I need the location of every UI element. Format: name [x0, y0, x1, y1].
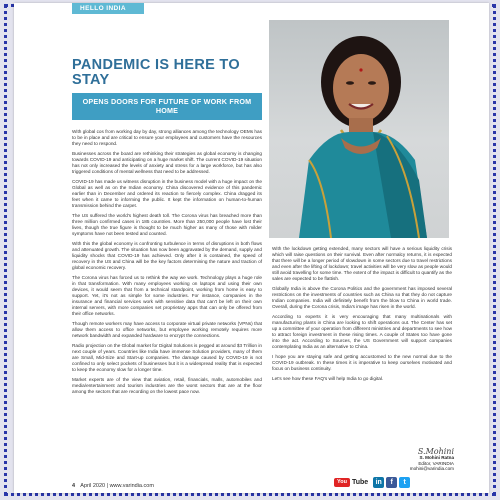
- handwritten-signature: S.Mohini: [417, 447, 454, 456]
- portrait-illustration: [269, 20, 449, 238]
- paragraph: Radio projection on the Global market for Digital Solutions is pegged at around $3 Trillion in next couple of years. Countries like India have immense Solution providers, many of them are Small, Mid-Size and Start-up companies. The damage caused by COVID-19 is not confined to only select pockets of businesses but it is a widespread reality that is expected to keep the economy slow for a longer time.: [72, 343, 262, 372]
- paragraph: I hope you are staying safe and getting accustomed to the new normal due to the COVID-19 outbreak. In these times it is imperative to keep ourselves motivated and focus on business continuity.: [272, 354, 452, 371]
- article-left-column: [72, 129, 262, 399]
- editor-signature-block: [384, 449, 454, 472]
- paragraph: Let's see how these FAQ's will help India to go digital.: [272, 376, 384, 381]
- editor-title: Editor, VARINDIA: [418, 460, 454, 466]
- paragraph: With the lockdown getting extended, many sectors will have a serious liquidity crisis which will raise questions on their survival. Even after normalcy returns, it is expected that there will be a longer period of slowdown in some sectors due to travel restrictions and even after the lifting of lockdown; travel activities will be very slow as people would still avoid travelling for some time. The extent of the impact is difficult to quantify as the sales are expected to be flattish.: [272, 246, 452, 281]
- editor-name: S. Mohini Ratna: [419, 454, 454, 460]
- footer-separator: |: [106, 483, 110, 489]
- facebook-icon[interactable]: f: [386, 477, 397, 488]
- paragraph: COVID-19 has made us witness disruption in the business model with a huge impact on the Global as well as on the Indian economy. China discovered evidence of this pandemic earlier than in December and ordered its reaction to fiercely complex. China dragged its feet when it came to informing the public. It kept the information on human-to-human transmission behind the carpet.: [72, 179, 262, 208]
- twitter-icon[interactable]: t: [399, 477, 410, 488]
- magazine-page: [14, 3, 489, 493]
- article-right-column: [272, 246, 452, 386]
- paragraph: According to experts it is very encouraging that many multinationals with manufacturing plants in China are looking to shift operations out. The Center has set up a committee of your operation from different ministries and departments to see how to attract foreign investment in these rising times. A couple of States too have gone into the act. According to Sources, the US Government will support companies contemplating India as an alternative to China.: [272, 314, 452, 349]
- youtube-wordmark[interactable]: Tube: [351, 478, 369, 486]
- social-icons: [334, 476, 410, 488]
- paragraph: With this the global economy is confronting turbulence in terms of disruptions in both flows and attenuated growth. The situation has now been aggravated by the demand, supply and liquidity shocks that COVID-19 has achieved. Only after it is contained, the speed of recovery in the US and China will be the key factors determining the nature and traction of global economic recovery.: [72, 241, 262, 270]
- article-headline: PANDEMIC IS HERE TO STAY: [72, 57, 240, 88]
- paragraph: Market experts are of the view that aviation, retail, financials, malls, automobiles and media/entertainment and tourism industries are the worst sectors that are at the floor among the sectors that are recording on the lowest pace now.: [72, 377, 262, 394]
- editor-portrait-photo: [269, 20, 449, 238]
- linkedin-icon[interactable]: in: [373, 477, 384, 488]
- editor-email: mohini@varindia.com: [409, 466, 454, 472]
- paragraph: Though remote workers may have access to corporate virtual private networks (VPNs) that allow them access to office networks, but employee working remotely requires more network bandwidth and expanded hardware to encrypt the connections.: [72, 321, 262, 338]
- paragraph: The US suffered the world's highest death toll. The Corona virus has breached more than three million confirmed cases in 185 countries. More than 250,000 people have lost their lives, though the true figure is thought to be much higher as many of those with milder symptoms have not been tested and counted.: [72, 213, 262, 236]
- youtube-icon[interactable]: You: [334, 478, 350, 487]
- paragraph: With global cos from working day by day, strong alliances among the technology OEMs has to be in place and are critical to ensure your employees and customers have the resources they need to respond.: [72, 129, 262, 146]
- paragraph: Globally India is above the Corona Politics and the government has imposed several restrictions on the investments of countries such as China so that they do not capture Indian companies. India will definitely benefit from the blow to China in world trade. Overall, during the Corona crisis, India's image has risen in the world.: [272, 286, 452, 309]
- section-tag: HELLO INDIA: [72, 3, 144, 14]
- website-link[interactable]: www.varindia.com: [109, 483, 154, 489]
- paragraph: Businesses across the board are rethinking their strategies as global economy is changing towards COVID-19 and anticipating on a huge market shift. The current COVID-19 situation has not only increased the levels of anxiety and stress for a large workforce, but has also triggered conditions of mental wellness that need to be addressed.: [72, 151, 262, 174]
- page-number: 4: [72, 483, 76, 489]
- issue-date: April 2020: [80, 483, 106, 489]
- article-subheading: OPENS DOORS FOR FUTURE OF WORK FROM HOME: [72, 93, 262, 120]
- paragraph: The Corona virus has forced us to rethink the way we work. Technology plays a huge role in that transformation. With many employees working on laptops and using their own devices, it would seem that from a technical standpoint, working from home is easy to support. Yet, it's not as simple for some industries. For instance, companies in the insurance and financial services work with sensitive data that can't be left on their own internal servers, with more companies set proprietary apps that can only be offered from their office networks.: [72, 275, 262, 316]
